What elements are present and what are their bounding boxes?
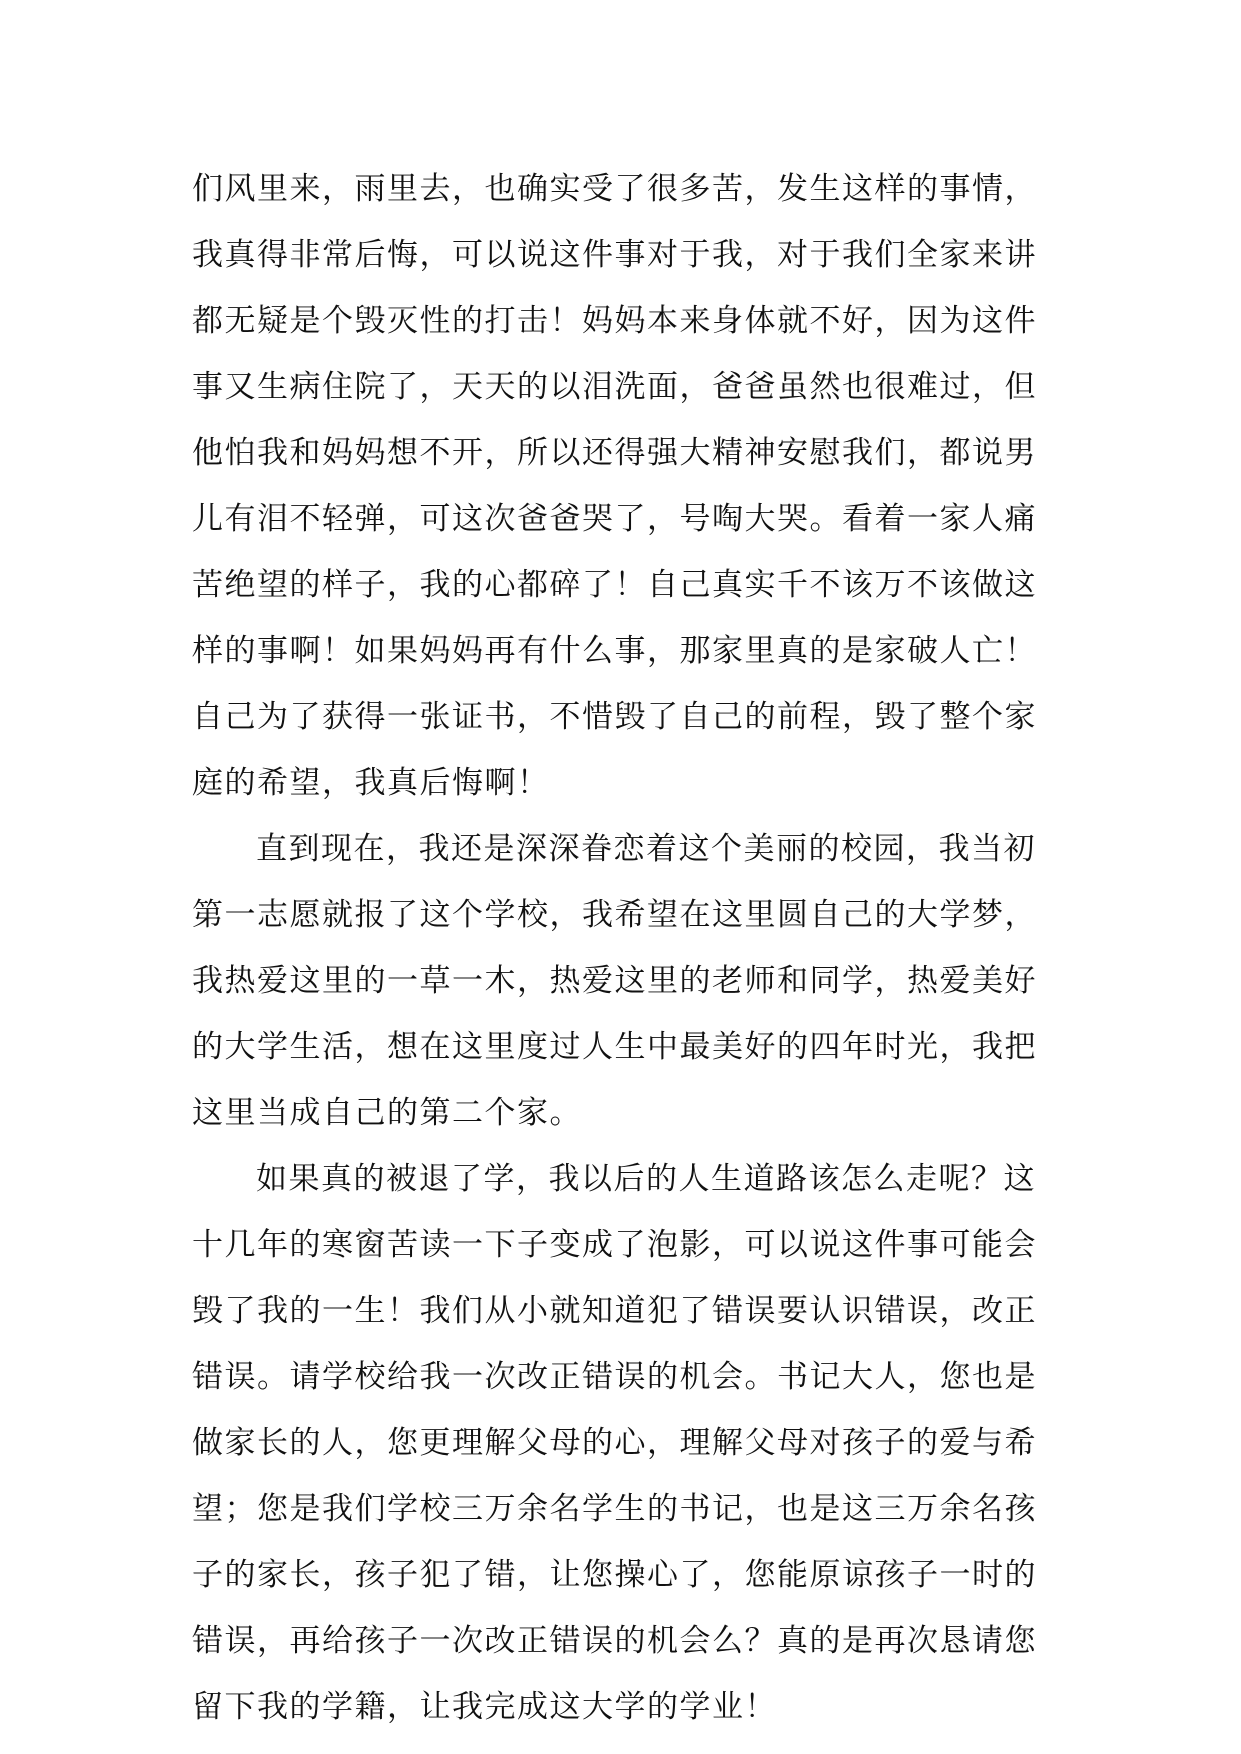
text-line: 望；您是我们学校三万余名学生的书记，也是这三万余名孩 xyxy=(192,1491,1037,1527)
paragraph-3 xyxy=(192,1146,1052,1740)
text-line: 这里当成自己的第二个家。 xyxy=(192,1095,582,1131)
text-line: 苦绝望的样子，我的心都碎了！自己真实千不该万不该做这 xyxy=(192,567,1037,603)
text-line: 事又生病住院了，天天的以泪洗面，爸爸虽然也很难过，但 xyxy=(192,369,1037,405)
paragraph-1 xyxy=(192,156,1052,816)
paragraph-2 xyxy=(192,816,1052,1146)
text-line: 我热爱这里的一草一木，热爱这里的老师和同学，热爱美好 xyxy=(192,963,1037,999)
text-line: 他怕我和妈妈想不开，所以还得强大精神安慰我们，都说男 xyxy=(192,435,1037,471)
letter-body xyxy=(192,156,1052,1740)
text-line: 第一志愿就报了这个学校，我希望在这里圆自己的大学梦， xyxy=(192,897,1037,933)
text-line: 样的事啊！如果妈妈再有什么事，那家里真的是家破人亡！ xyxy=(192,633,1037,669)
text-line: 错误，再给孩子一次改正错误的机会么？真的是再次恳请您 xyxy=(192,1623,1037,1659)
text-line: 子的家长，孩子犯了错，让您操心了，您能原谅孩子一时的 xyxy=(192,1557,1037,1593)
text-line: 们风里来，雨里去，也确实受了很多苦，发生这样的事情， xyxy=(192,171,1037,207)
text-line: 十几年的寒窗苦读一下子变成了泡影，可以说这件事可能会 xyxy=(192,1227,1037,1263)
text-line: 留下我的学籍，让我完成这大学的学业！ xyxy=(192,1689,777,1725)
text-line: 毁了我的一生！我们从小就知道犯了错误要认识错误，改正 xyxy=(192,1293,1037,1329)
text-line: 自己为了获得一张证书，不惜毁了自己的前程，毁了整个家 xyxy=(192,699,1037,735)
text-line: 都无疑是个毁灭性的打击！妈妈本来身体就不好，因为这件 xyxy=(192,303,1037,339)
text-line: 庭的希望，我真后悔啊！ xyxy=(192,765,550,801)
text-line: 我真得非常后悔，可以说这件事对于我，对于我们全家来讲 xyxy=(192,237,1037,273)
text-line: 做家长的人，您更理解父母的心，理解父母对孩子的爱与希 xyxy=(192,1425,1037,1461)
text-line-first: 如果真的被退了学，我以后的人生道路该怎么走呢？这 xyxy=(256,1161,1036,1197)
text-line: 儿有泪不轻弹，可这次爸爸哭了，号啕大哭。看着一家人痛 xyxy=(192,501,1037,537)
text-line: 错误。请学校给我一次改正错误的机会。书记大人，您也是 xyxy=(192,1359,1037,1395)
text-line-first: 直到现在，我还是深深眷恋着这个美丽的校园，我当初 xyxy=(256,831,1036,867)
text-line: 的大学生活，想在这里度过人生中最美好的四年时光，我把 xyxy=(192,1029,1037,1065)
